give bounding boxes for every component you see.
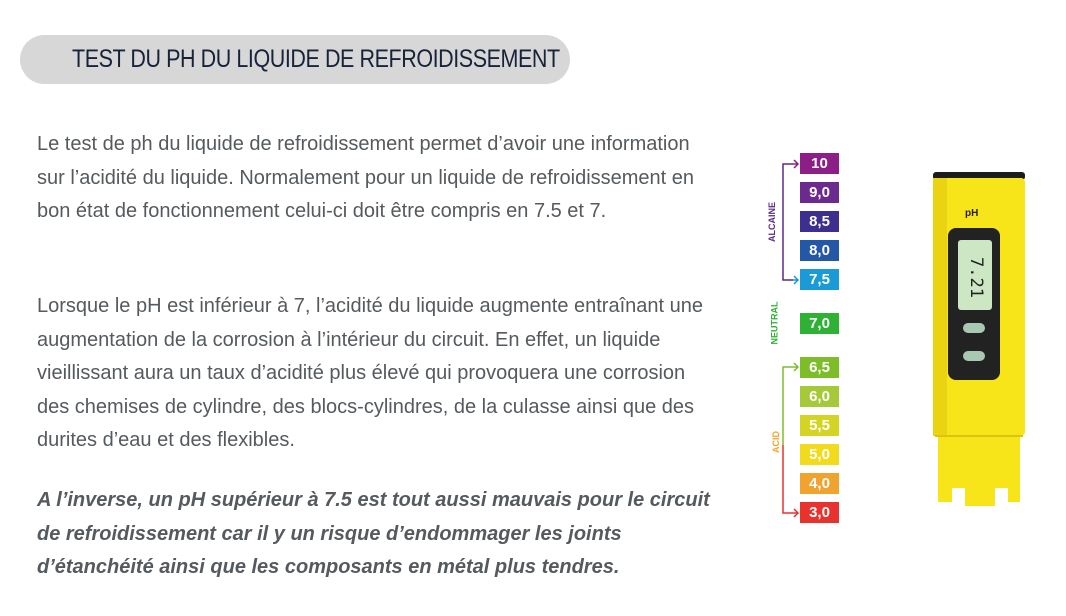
ph-level-9-0: 9,0 xyxy=(800,182,839,203)
acid-arrow-bottom xyxy=(793,509,798,517)
ph-scale xyxy=(760,145,850,535)
ph-level-6-0: 6,0 xyxy=(800,386,839,407)
acid-arrow-top xyxy=(793,363,798,371)
ph-level-3-0: 3,0 xyxy=(800,502,839,523)
neutral-label: NEUTRAL xyxy=(769,301,780,345)
ph-level-8-0: 8,0 xyxy=(800,240,839,261)
ph-level-7-5: 7,5 xyxy=(800,269,839,290)
paragraph-alkaline: A l’inverse, un pH supérieur à 7.5 est tout aussi mauvais pour le circuit de refroidissement car il y un risque d’endommager les joints d’étanchéité ainsi que les composants en métal plus tendres. xyxy=(37,489,710,578)
acid-bracket-upper xyxy=(783,367,793,445)
ph-level-5-0: 5,0 xyxy=(800,444,839,465)
paragraph-acid: Lorsque le pH est inférieur à 7, l’acidité du liquide augmente entraînant une augmentation de la corrosion à l’intérieur du circuit. En effet, un liquide vieillissant aura un taux d’acidité plus élevé qui provoquera une corrosion des chemises de cylindre, des blocs-cylindres, de la culasse ainsi que des durites d’eau et des flexibles. xyxy=(37,295,703,451)
ph-level-7-0: 7,0 xyxy=(800,313,839,334)
ph-level-10: 10 xyxy=(800,153,839,174)
alcaline-arrow-top xyxy=(793,160,798,168)
ph-level-5-5: 5,5 xyxy=(800,415,839,436)
paragraph-intro: Le test de ph du liquide de refroidissement permet d’avoir une information sur l’acidité du liquide. Normalement pour un liquide de refroidissement en bon état de fonctionnement celui-ci doit être compris en 7.5 et 7. xyxy=(37,133,695,222)
meter-display-value: 7.21 xyxy=(966,257,986,298)
title-banner xyxy=(20,35,570,84)
ph-level-8-5: 8,5 xyxy=(800,211,839,232)
alcaline-arrow-bottom xyxy=(793,276,798,284)
ph-level-4-0: 4,0 xyxy=(800,473,839,494)
alcaline-bracket xyxy=(783,164,793,280)
meter-probe xyxy=(938,436,1020,506)
alcaline-label: ALCAINE xyxy=(767,202,777,242)
ph-level-6-5: 6,5 xyxy=(800,357,839,378)
meter-button-2 xyxy=(963,351,985,361)
meter-label: pH xyxy=(965,208,979,219)
page-title: TEST DU PH DU LIQUIDE DE REFROIDISSEMENT xyxy=(72,45,560,73)
ph-meter xyxy=(925,160,1035,520)
acid-label: ACID xyxy=(771,431,781,453)
acid-bracket-lower xyxy=(783,445,793,513)
meter-button-1 xyxy=(963,323,985,333)
ph-meter-illustration xyxy=(925,160,1035,520)
